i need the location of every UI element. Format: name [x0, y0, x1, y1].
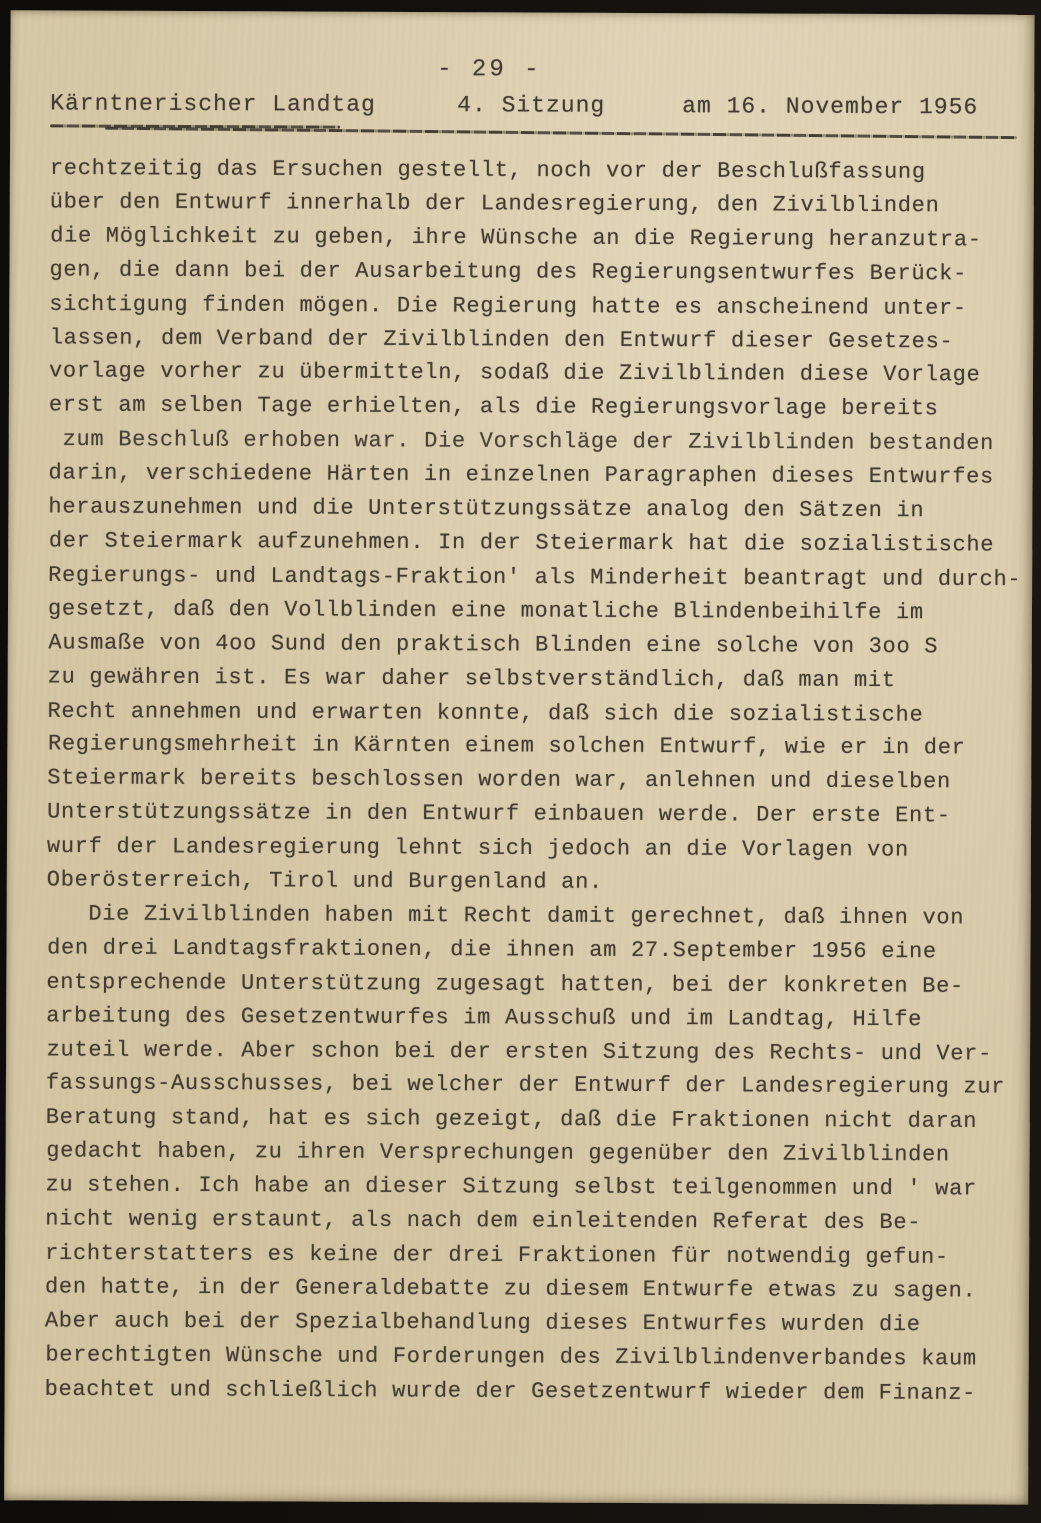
text-line: zu stehen. Ich habe an dieser Sitzung selbst teilgenommen und ' war — [45, 1172, 977, 1202]
document-header — [10, 90, 1034, 121]
text-line: berechtigten Wünsche und Forderungen des Zivilblindenverbandes kaum — [45, 1342, 977, 1372]
text-line: Steiermark bereits beschlossen worden war, anlehnen und dieselben — [47, 765, 951, 795]
text-line: Die Zivilblinden haben mit Recht damit gerechnet, daß ihnen von — [46, 901, 965, 931]
text-line: vorlage vorher zu übermitteln, sodaß die Zivilblinden diese Vorlage — [48, 358, 981, 388]
text-line: über den Entwurf innerhalb der Landesregierung, den Zivilblinden — [49, 189, 940, 219]
text-line: nicht wenig erstaunt, als nach dem einleitenden Referat des Be- — [45, 1206, 922, 1236]
text-line: zuteil werde. Aber schon bei der ersten Sitzung des Rechts- und Ver- — [46, 1036, 993, 1067]
text-line: die Möglichkeit zu geben, ihre Wünsche an die Regierung heranzutra- — [50, 223, 982, 253]
text-line: gedacht haben, zu ihren Versprechungen gegenüber den Zivilblinden — [46, 1138, 950, 1168]
text-line: wurf der Landesregierung lehnt sich jedoch an die Vorlagen von — [46, 834, 909, 863]
text-line: darin, verschiedene Härten in einzelnen Paragraphen dieses Entwurfes — [48, 460, 994, 490]
header-institution: Kärntnerischer Landtag — [50, 90, 376, 118]
text-line: sichtigung finden mögen. Die Regierung hatte es anscheinend unter- — [49, 291, 967, 321]
text-line: richterstatters es keine der drei Fraktionen für notwendig gefun- — [45, 1240, 949, 1270]
text-line: Aber auch bei der Spezialbehandlung dieses Entwurfes wurden die — [44, 1308, 921, 1338]
text-line: zum Beschluß erhoben war. Die Vorschläge der Zivilblinden bestanden — [48, 427, 995, 457]
text-line: gesetzt, daß den Vollblinden eine monatliche Blindenbeihilfe im — [47, 596, 924, 625]
text-line: beachtet und schließlich wurde der Gesetzentwurf wieder dem Finanz- — [44, 1376, 977, 1406]
text-line: Regierungsmehrheit in Kärnten einem solchen Entwurf, wie er in der — [47, 731, 966, 761]
text-line: erst am selben Tage erhielten, als die Regierungsvorlage bereits — [48, 392, 939, 422]
text-line: rechtzeitig das Ersuchen gestellt, noch vor der Beschlußfassung — [49, 155, 926, 185]
header-session: 4. Sitzung — [457, 92, 606, 119]
text-line: der Steiermark aufzunehmen. In der Steiermark hat die sozialistische — [48, 528, 995, 558]
text-line: arbeitung des Gesetzentwurfes im Ausschuß und im Landtag, Hilfe — [46, 1003, 923, 1032]
text-line: Oberösterreich, Tirol und Burgenland an. — [46, 867, 603, 895]
body-text — [45, 151, 1022, 1410]
text-line: Regierungs- und Landtags-Fraktion' als Minderheit beantragt und durch- — [48, 562, 1022, 593]
text-line: Unterstützungssätze in den Entwurf einbauen werde. Der erste Ent- — [47, 799, 951, 829]
paper-page — [4, 10, 1034, 1504]
text-line: lassen, dem Verband der Zivilblinden den Entwurf dieser Gesetzes- — [49, 324, 954, 354]
text-line: herauszunehmen und die Unterstützungssätze analog den Sätzen in — [48, 494, 925, 524]
page-number: - 29 - — [437, 56, 542, 84]
text-line: entsprechende Unterstützung zugesagt hatten, bei der konkreten Be- — [46, 969, 964, 999]
text-line: den hatte, in der Generaldebatte zu diesem Entwurfe etwas zu sagen. — [44, 1274, 977, 1304]
text-line: Beratung stand, hat es sich gezeigt, daß die Fraktionen nicht daran — [45, 1105, 978, 1135]
text-line: gen, die dann bei der Ausarbeitung des Regierungsentwurfes Berück- — [49, 257, 968, 287]
text-line: Ausmaße von 4oo Sund den praktisch Blinden eine solche von 3oo S — [48, 630, 939, 659]
header-rule — [105, 127, 1017, 140]
text-line: den drei Landtagsfraktionen, die ihnen am 27.September 1956 eine — [47, 935, 937, 965]
header-date: am 16. November 1956 — [682, 93, 979, 121]
text-line: fassungs-Ausschusses, bei welcher der Entwurf der Landesregierung zur — [45, 1070, 1006, 1101]
text-line: Recht annehmen und erwarten konnte, daß sich die sozialistische — [47, 698, 924, 728]
text-line: zu gewähren ist. Es war daher selbstverständlich, daß man mit — [47, 663, 896, 693]
